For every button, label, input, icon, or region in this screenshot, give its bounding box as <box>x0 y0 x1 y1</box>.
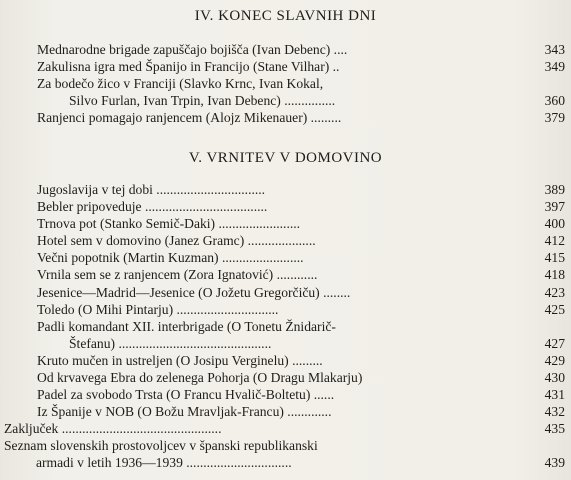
toc-entry <box>37 267 517 283</box>
page-number: 389 <box>544 182 565 197</box>
entry-text: Za bodečo žico v Franciji (Slavko Krnc, Ivan Kokal, <box>37 76 324 91</box>
page-number: 429 <box>544 353 565 368</box>
page-number: 423 <box>544 285 565 300</box>
section-title-v: V. VRNITEV V DOMOVINO <box>188 150 383 166</box>
entry-text: Padli komandant XII. interbrigade (O Tonetu Žnidarič- <box>37 319 336 334</box>
toc-entry <box>37 285 517 301</box>
toc-entry <box>37 353 517 369</box>
page-number: 397 <box>544 199 565 214</box>
page-number: 430 <box>544 370 565 385</box>
toc-entry <box>37 319 527 352</box>
toc-entry <box>4 421 518 437</box>
toc-entry <box>37 42 517 58</box>
toc-entry <box>37 404 517 420</box>
entry-text: Toledo (O Mihi Pintarju) .............................. <box>37 302 279 317</box>
entry-text: Od krvavega Ebra do zelenega Pohorja (O Dragu Mlakarju) <box>37 370 363 385</box>
page-number: 439 <box>544 455 565 470</box>
page-number: 418 <box>544 267 565 282</box>
page-number: 425 <box>544 302 565 317</box>
page-number: 432 <box>544 404 565 419</box>
toc-entry <box>37 216 517 232</box>
entry-text-continued: armadi v letih 1936—1939 ............................... <box>36 455 292 470</box>
entry-text: Trnova pot (Stanko Semič-Daki) ........................ <box>37 216 301 231</box>
entry-text: Zaključek ............................................... <box>4 421 222 436</box>
page-number: 415 <box>544 250 565 265</box>
entry-text: Mednarodne brigade zapuščajo bojišča (Ivan Debenc) .... <box>37 42 348 57</box>
entry-text: Bebler pripoveduje .................................... <box>37 199 268 214</box>
entry-text: Ranjenci pomagajo ranjencem (Alojz Mikenauer) ......... <box>37 110 342 125</box>
toc-entry <box>4 438 524 471</box>
entry-text: Jugoslavija v tej dobi ................................ <box>37 182 266 197</box>
toc-entry <box>37 233 517 249</box>
page-number: 400 <box>544 216 565 231</box>
toc-entry <box>37 59 517 75</box>
entry-text-continued: Štefanu) ............................................. <box>69 336 272 351</box>
entry-text: Zakulisna igra med Španijo in Francijo (Stane Vilhar) .. <box>37 59 340 74</box>
entry-text: Jesenice—Madrid—Jesenice (O Jožetu Gregorčiču) ........ <box>37 285 351 300</box>
entry-text: Iz Španije v NOB (O Božu Mravljak-Francu) ............. <box>37 404 332 419</box>
entry-text: Padel za svobodo Trsta (O Francu Hvalič-Boltetu) ...... <box>37 387 335 402</box>
page-number: 431 <box>544 387 565 402</box>
toc-entry <box>37 199 517 215</box>
toc-entry <box>37 387 517 403</box>
page-number: 343 <box>544 42 565 57</box>
toc-entry <box>37 182 517 198</box>
section-title-iv: IV. KONEC SLAVNIH DNI <box>194 8 377 24</box>
entry-text: Hotel sem v domovino (Janez Gramc) .................... <box>37 233 316 248</box>
page-number: 427 <box>544 336 565 351</box>
page-number: 412 <box>544 233 565 248</box>
page-number: 360 <box>544 93 565 108</box>
page-number: 379 <box>544 110 565 125</box>
toc-entry <box>37 370 521 386</box>
toc-entry <box>37 250 517 266</box>
entry-text: Vrnila sem se z ranjencem (Zora Ignatović) ............ <box>37 267 318 282</box>
toc-entry <box>37 110 517 126</box>
toc-entry <box>37 76 527 109</box>
entry-text: Seznam slovenskih prostovoljcev v španski republikanski <box>4 438 318 453</box>
entry-text-continued: Silvo Furlan, Ivan Trpin, Ivan Debenc) ............... <box>69 93 336 108</box>
page-number: 349 <box>544 59 565 74</box>
page-number: 435 <box>544 421 565 436</box>
entry-text: Večni popotnik (Martin Kuzman) ........................ <box>37 250 304 265</box>
entry-text: Kruto mučen in ustreljen (O Josipu Verginelu) ......... <box>37 353 323 368</box>
toc-entry <box>37 302 517 318</box>
